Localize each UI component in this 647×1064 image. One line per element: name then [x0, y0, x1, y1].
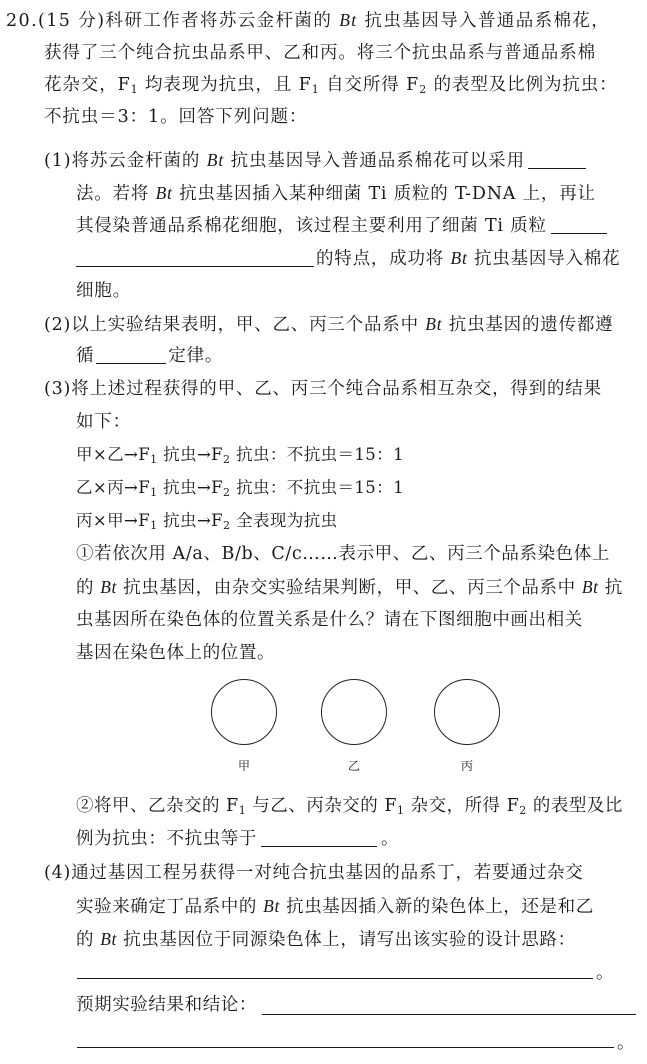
answer-blank-1[interactable] [528, 151, 586, 169]
part2-text-2a: 循 [76, 346, 95, 366]
part1-line-4 [76, 245, 620, 272]
cross-result-2: 乙×丙$\to F_1$ 抗虫$\to F_2$ 抗虫：不抗虫＝15：1 [76, 478, 404, 499]
part1-text-4: 的特点，成功将 Bt 抗虫基因导入棉花 [316, 248, 621, 269]
part1-text-3: 其侵染普通品系棉花细胞，该过程主要利用了细菌 Ti 质粒 [76, 216, 547, 236]
stem-line-3: 花杂交，$F_1$ 均表现为抗虫，且 $F_1$ 自交所得 $F_2$ 的表型及比例为抗虫： [44, 75, 618, 96]
stem-line-2: 获得了三个纯合抗虫品系甲、乙和丙。将三个抗虫品系与普通品系棉 [44, 43, 596, 63]
part2-line-2 [76, 343, 223, 369]
part1-text-1: (1)将苏云金杆菌的 Bt 抗虫基因导入普通品系棉花可以采用 [44, 150, 525, 171]
cell-label-jia: 甲 [238, 759, 251, 773]
part3-line-1: (3)将上述过程获得的甲、乙、丙三个纯合品系相互杂交，得到的结果 [44, 379, 602, 399]
part1-line-3 [76, 213, 607, 239]
q2-line-2 [76, 826, 399, 852]
part1-line-1 [44, 147, 586, 174]
cell-circle-yi[interactable] [321, 679, 387, 745]
cell-label-bing: 丙 [461, 759, 474, 773]
answer-line-result-2[interactable] [77, 1047, 614, 1048]
part4-line-1: (4)通过基因工程另获得一对纯合抗虫基因的品系丁，若要通过杂交 [44, 863, 584, 883]
q1-line-1: ①若依次用 A/a、B/b、C/c……表示甲、乙、丙三个品系染色体上 [76, 544, 610, 564]
part1-line-2: 法。若将 Bt 抗虫基因插入某种细菌 Ti 质粒的 T-DNA 上，再让 [76, 183, 596, 204]
part4-line-2: 实验来确定丁品系中的 Bt 抗虫基因插入新的染色体上，还是和乙 [76, 896, 594, 917]
q2-text-2b: 。 [381, 829, 400, 849]
stem-line-4: 不抗虫＝3：1。回答下列问题： [44, 107, 308, 127]
question-number: 20. [6, 11, 39, 31]
question-line-1 [6, 7, 610, 34]
part2-line-1: (2)以上实验结果表明，甲、乙、丙三个品系中 Bt 抗虫基因的遗传都遵 [44, 314, 614, 335]
period-1: 。 [596, 963, 614, 983]
answer-blank-4[interactable] [261, 829, 377, 847]
part2-text-2b: 定律。 [168, 346, 224, 366]
answer-line-result-1[interactable] [262, 1014, 636, 1015]
part1-line-5: 细胞。 [76, 281, 131, 301]
answer-line-design[interactable] [77, 978, 593, 979]
q2-text-2a: 例为抗虫：不抗虫等于 [76, 829, 257, 849]
answer-blank-2b[interactable] [76, 249, 314, 267]
q1-line-3: 虫基因所在染色体的位置关系是什么？请在下图细胞中画出相关 [76, 610, 583, 630]
question-score: (15 分) [38, 11, 106, 31]
q1-line-2: 的 Bt 抗虫基因，由杂交实验结果判断，甲、乙、丙三个品系中 Bt 抗 [76, 577, 623, 598]
part4-line-3: 的 Bt 抗虫基因位于同源染色体上，请写出该实验的设计思路： [76, 929, 576, 950]
cell-circle-jia[interactable] [211, 679, 277, 745]
answer-blank-3[interactable] [96, 346, 166, 364]
cross-result-3: 丙×甲$\to F_1$ 抗虫$\to F_2$ 全表现为抗虫 [76, 511, 338, 532]
cross-result-1: 甲×乙$\to F_1$ 抗虫$\to F_2$ 抗虫：不抗虫＝15：1 [76, 445, 404, 466]
expect-label: 预期实验结果和结论： [76, 995, 257, 1015]
answer-blank-2a[interactable] [551, 216, 607, 234]
q2-line-1: ②将甲、乙杂交的 $F_1$ 与乙、丙杂交的 $F_1$ 杂交，所得 $F_2$ 的表型及比 [76, 796, 623, 817]
cell-circle-bing[interactable] [434, 679, 500, 745]
cell-label-yi: 乙 [348, 759, 361, 773]
part3-line-2: 如下： [76, 412, 131, 432]
stem-line-1: 科研工作者将苏云金杆菌的 Bt 抗虫基因导入普通品系棉花， [105, 10, 611, 31]
period-2: 。 [617, 1033, 635, 1053]
q1-line-4: 基因在染色体上的位置。 [76, 643, 276, 663]
